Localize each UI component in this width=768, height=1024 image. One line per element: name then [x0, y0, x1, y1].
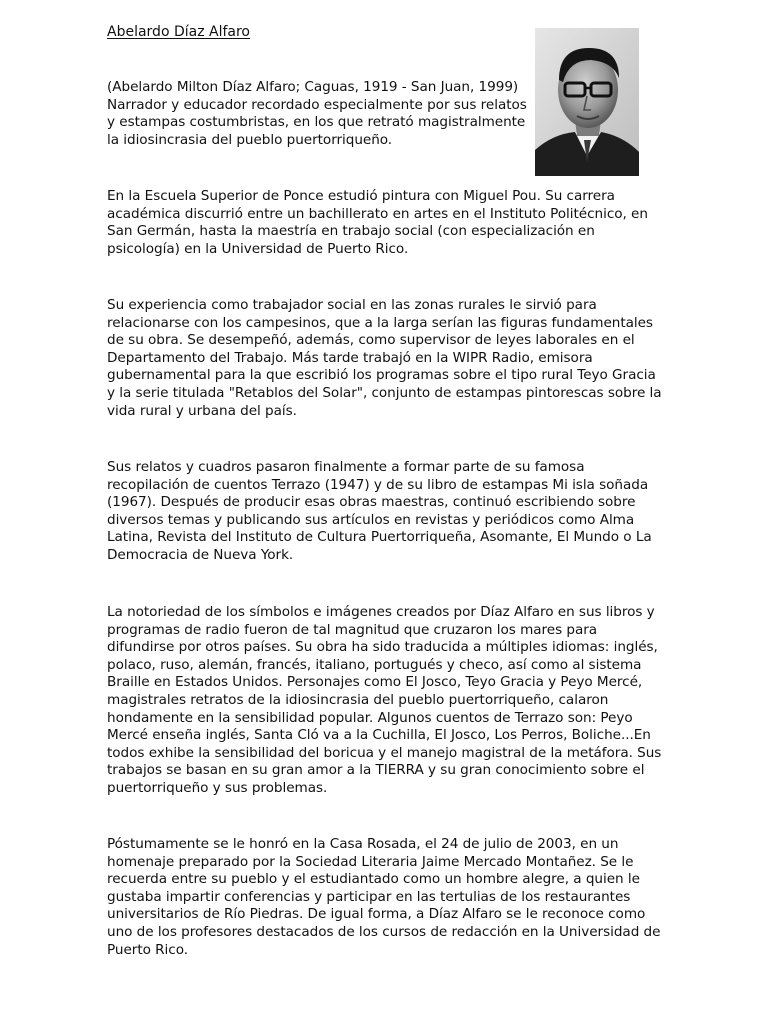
paragraph-legacy: La notoriedad de los símbolos e imágenes creados por Díaz Alfaro en sus libros y programas de radio fueron de tal magnitud que cruzaron los mares para difundirse por otros países. Su obra ha sido traducida a múltiples idiomas: inglés, polaco, ruso, alemán, francés, italiano, portugués y checo, así como al sistema Braille en Estados Unidos. Personajes como El Josco, Teyo Gracia y Peyo Mercé, magistrales retratos de la idiosincrasia del pueblo puertorriqueño, calaron hondamente en la sensibilidad popular. Algunos cuentos de Terrazo son: Peyo Mercé enseña inglés, Santa Cló va a la Cuchilla, El Josco, Los Perros, Boliche...En todos exhibe la sensibilidad del boricua y el manejo magistral de la metáfora. Sus trabajos se basan en su gran amor a la TIERRA y su gran conocimiento sobre el puertorriqueño y sus problemas. [107, 604, 662, 796]
paragraph-education: En la Escuela Superior de Ponce estudió pintura con Miguel Pou. Su carrera académica discurrió entre un bachillerato en artes en el Instituto Politécnico, en San Germán, hasta la maestría en trabajo social (con especialización en psicología) en la Universidad de Puerto Rico. [107, 188, 648, 257]
paragraph-career: Su experiencia como trabajador social en las zonas rurales le sirvió para relacionarse con los campesinos, que a la larga serían las figuras fundamentales de su obra. Se desempeñó, además, como supervisor de leyes laborales en el Departamento del Trabajo. Más tarde trabajó en la WIPR Radio, emisora gubernamental para la que escribió los programas sobre el tipo rural Teyo Gracia y la serie titulada "Retablos del Solar", conjunto de estampas pintorescas sobre la vida rural y urbana del país. [107, 297, 662, 419]
paragraph-works: Sus relatos y cuadros pasaron finalmente a formar parte de su famosa recopilación de cuentos Terrazo (1947) y de su libro de estampas Mi isla soñada (1967). Después de producir esas obras maestras, continuó escribiendo sobre diversos temas y publicando sus artículos en revistas y periódicos como Alma Latina, Revista del Instituto de Cultura Puertorriqueña, Asomante, El Mundo o La Democracia de Nueva York. [107, 459, 652, 563]
paragraph-honors: Póstumamente se le honró en la Casa Rosada, el 24 de julio de 2003, en un homenaje preparado por la Sociedad Literaria Jaime Mercado Montañez. Se le recuerda entre su pueblo y el estudiantado como un hombre alegre, a quien le gustaba impartir conferencias y participar en las tertulias de los restaurantes universitarios de Río Piedras. De igual forma, a Díaz Alfaro se le reconoce como uno de los profesores destacados de los cursos de redacción en la Universidad de Puerto Rico. [107, 836, 661, 958]
portrait-photo [535, 28, 639, 176]
document-title: Abelardo Díaz Alfaro [107, 24, 250, 40]
portrait-photo-icon [535, 28, 639, 176]
paragraph-intro: (Abelardo Milton Díaz Alfaro; Caguas, 1919 - San Juan, 1999) Narrador y educador recordado especialmente por sus relatos y estampas costumbristas, en los que retrató magistralmente la idiosincrasia del pueblo puertorriqueño. [107, 79, 527, 148]
